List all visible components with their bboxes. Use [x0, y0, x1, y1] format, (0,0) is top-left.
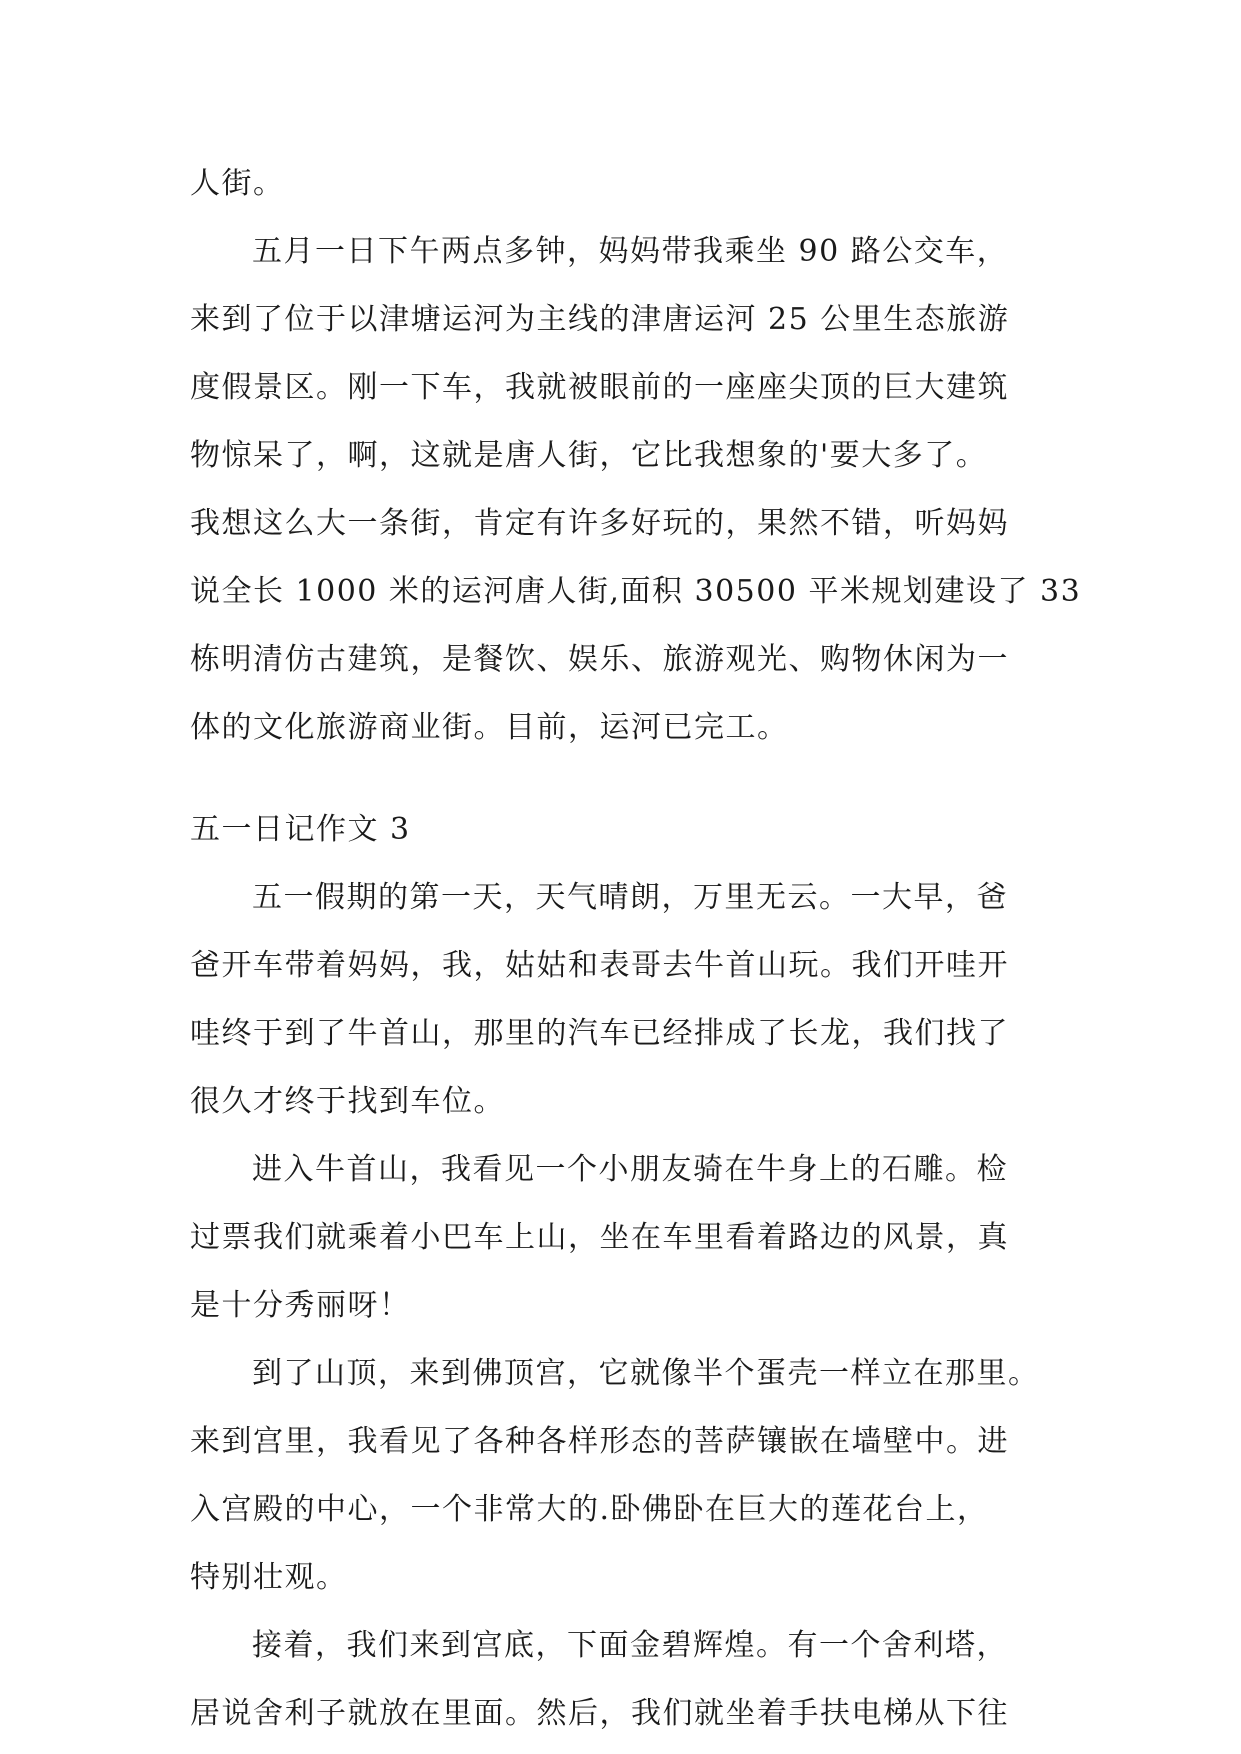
paragraph [190, 218, 1082, 762]
paragraph [190, 1340, 1050, 1612]
paragraph-line: 进入牛首山，我看见一个小朋友骑在牛身上的石雕。检 [252, 1152, 1008, 1187]
paragraph-line: 过票我们就乘着小巴车上山，坐在车里看着路边的风景，真 [190, 1220, 1009, 1255]
paragraph-line: 特别壮观。 [190, 1560, 348, 1595]
paragraph-line: 来到了位于以津塘运河为主线的津唐运河 25 公里生态旅游 [190, 302, 1010, 337]
paragraph-line: 来到宫里，我看见了各种各样形态的菩萨镶嵌在墙壁中。进 [190, 1424, 1009, 1459]
paragraph-line: 栋明清仿古建筑，是餐饮、娱乐、旅游观光、购物休闲为一 [190, 642, 1009, 677]
section-spacer [190, 762, 1050, 796]
paragraph-line: 很久才终于找到车位。 [190, 1084, 505, 1119]
paragraph-line: 爸开车带着妈妈，我，姑姑和表哥去牛首山玩。我们开哇开 [190, 948, 1009, 983]
paragraph-line: 哇终于到了牛首山，那里的汽车已经排成了长龙，我们找了 [190, 1016, 1009, 1051]
paragraph-line: 入宫殿的中心，一个非常大的.卧佛卧在巨大的莲花台上， [190, 1492, 989, 1527]
paragraph [190, 1612, 1050, 1748]
paragraph-line: 是十分秀丽呀！ [190, 1288, 411, 1323]
paragraph-line: 到了山顶，来到佛顶宫，它就像半个蛋壳一样立在那里。 [252, 1356, 1040, 1391]
section-heading [190, 796, 1050, 864]
paragraph-line: 接着，我们来到宫底，下面金碧辉煌。有一个舍利塔， [252, 1628, 1008, 1663]
paragraph-line: 五月一日下午两点多钟，妈妈带我乘坐 90 路公交车， [252, 234, 1009, 269]
paragraph-line: 物惊呆了，啊，这就是唐人街，它比我想象的'要大多了。 [190, 438, 988, 473]
paragraph-line: 度假景区。刚一下车，我就被眼前的一座座尖顶的巨大建筑 [190, 370, 1009, 405]
paragraph [190, 150, 1050, 218]
paragraph-line: 我想这么大一条街，肯定有许多好玩的，果然不错，听妈妈 [190, 506, 1009, 541]
paragraph-line: 说全长 1000 米的运河唐人街,面积 30500 平米规划建设了 33 [190, 574, 1082, 609]
paragraph-line: 体的文化旅游商业街。目前，运河已完工。 [190, 710, 789, 745]
paragraph [190, 864, 1050, 1136]
heading-text: 五一日记作文 3 [190, 812, 411, 847]
paragraph-line: 人街。 [190, 166, 285, 201]
document-body [190, 150, 1082, 1748]
paragraph-line: 居说舍利子就放在里面。然后，我们就坐着手扶电梯从下往 [190, 1696, 1009, 1731]
paragraph [190, 1136, 1050, 1340]
paragraph-line: 五一假期的第一天，天气晴朗，万里无云。一大早，爸 [252, 880, 1008, 915]
